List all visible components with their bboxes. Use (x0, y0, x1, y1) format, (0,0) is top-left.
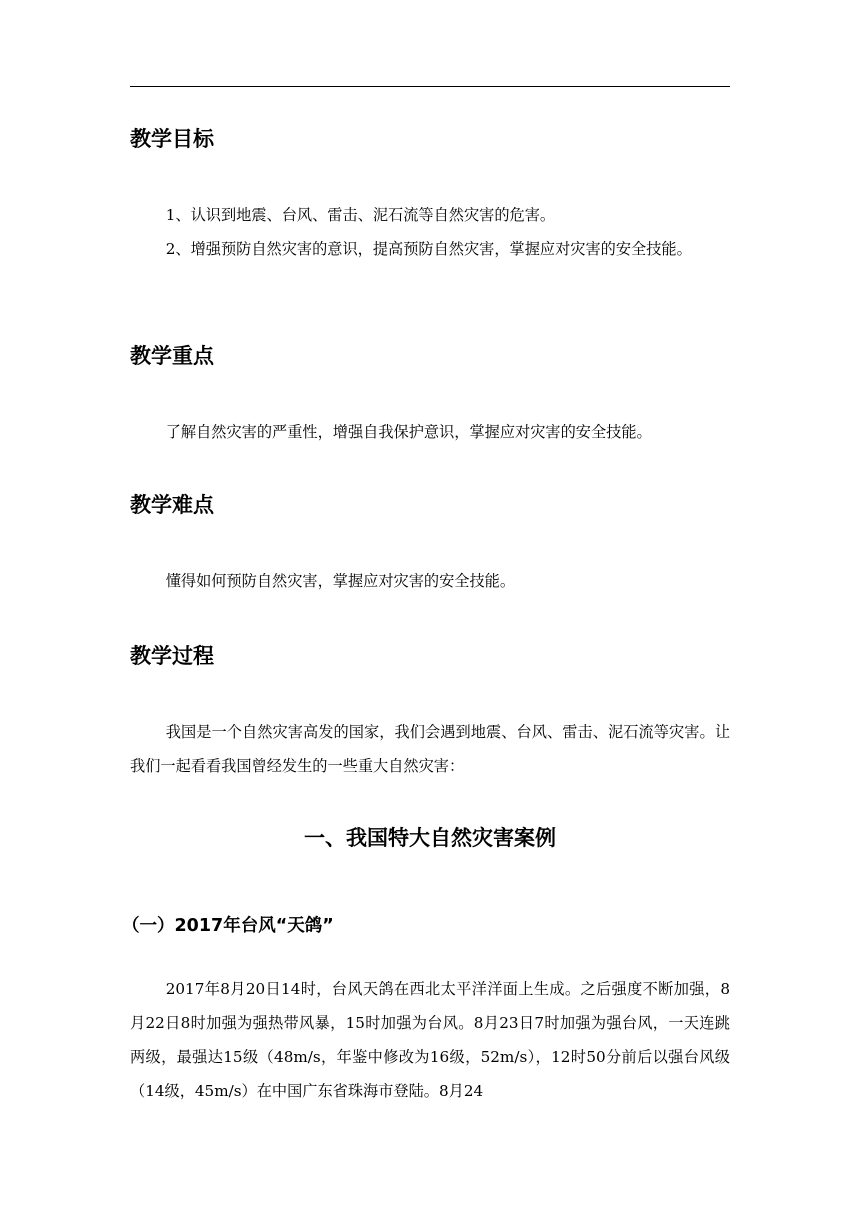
process-intro: 我国是一个自然灾害高发的国家，我们会遇到地震、台风、雷击、泥石流等灾害。让我们一起看看我国曾经发生的一些重大自然灾害： (130, 723, 730, 775)
objectives-heading: 教学目标 (130, 127, 214, 151)
difficulties-heading: 教学难点 (130, 493, 214, 517)
objective-item-2: 2、增强预防自然灾害的意识，提高预防自然灾害，掌握应对灾害的安全技能。 (165, 240, 692, 258)
key-points-text: 了解自然灾害的严重性，增强自我保护意识，掌握应对灾害的安全技能。 (165, 423, 652, 441)
objective-item-1: 1、认识到地震、台风、雷击、泥石流等自然灾害的危害。 (165, 206, 556, 224)
key-points-heading: 教学重点 (130, 344, 214, 368)
difficulties-text: 懂得如何预防自然灾害，掌握应对灾害的安全技能。 (165, 572, 516, 590)
subsection-body: 2017年8月20日14时，台风天鸽在西北太平洋洋面上生成。之后强度不断加强，8月22日8时加强为强热带风暴，15时加强为台风。8月23日7时加强为强台风，一天连跳两级，最强达15级（48m/s，年鉴中修改为16级，52m/s），12时50分前后以强台风级（14级，45m/s）在中国广东省珠海市登陆。8月24 (130, 980, 730, 1100)
process-heading: 教学过程 (130, 644, 214, 668)
subsection-title: （一）2017年台风“天鸽” (122, 916, 334, 936)
section-title: 一、我国特大自然灾害案例 (304, 826, 556, 850)
header-rule (130, 86, 730, 87)
